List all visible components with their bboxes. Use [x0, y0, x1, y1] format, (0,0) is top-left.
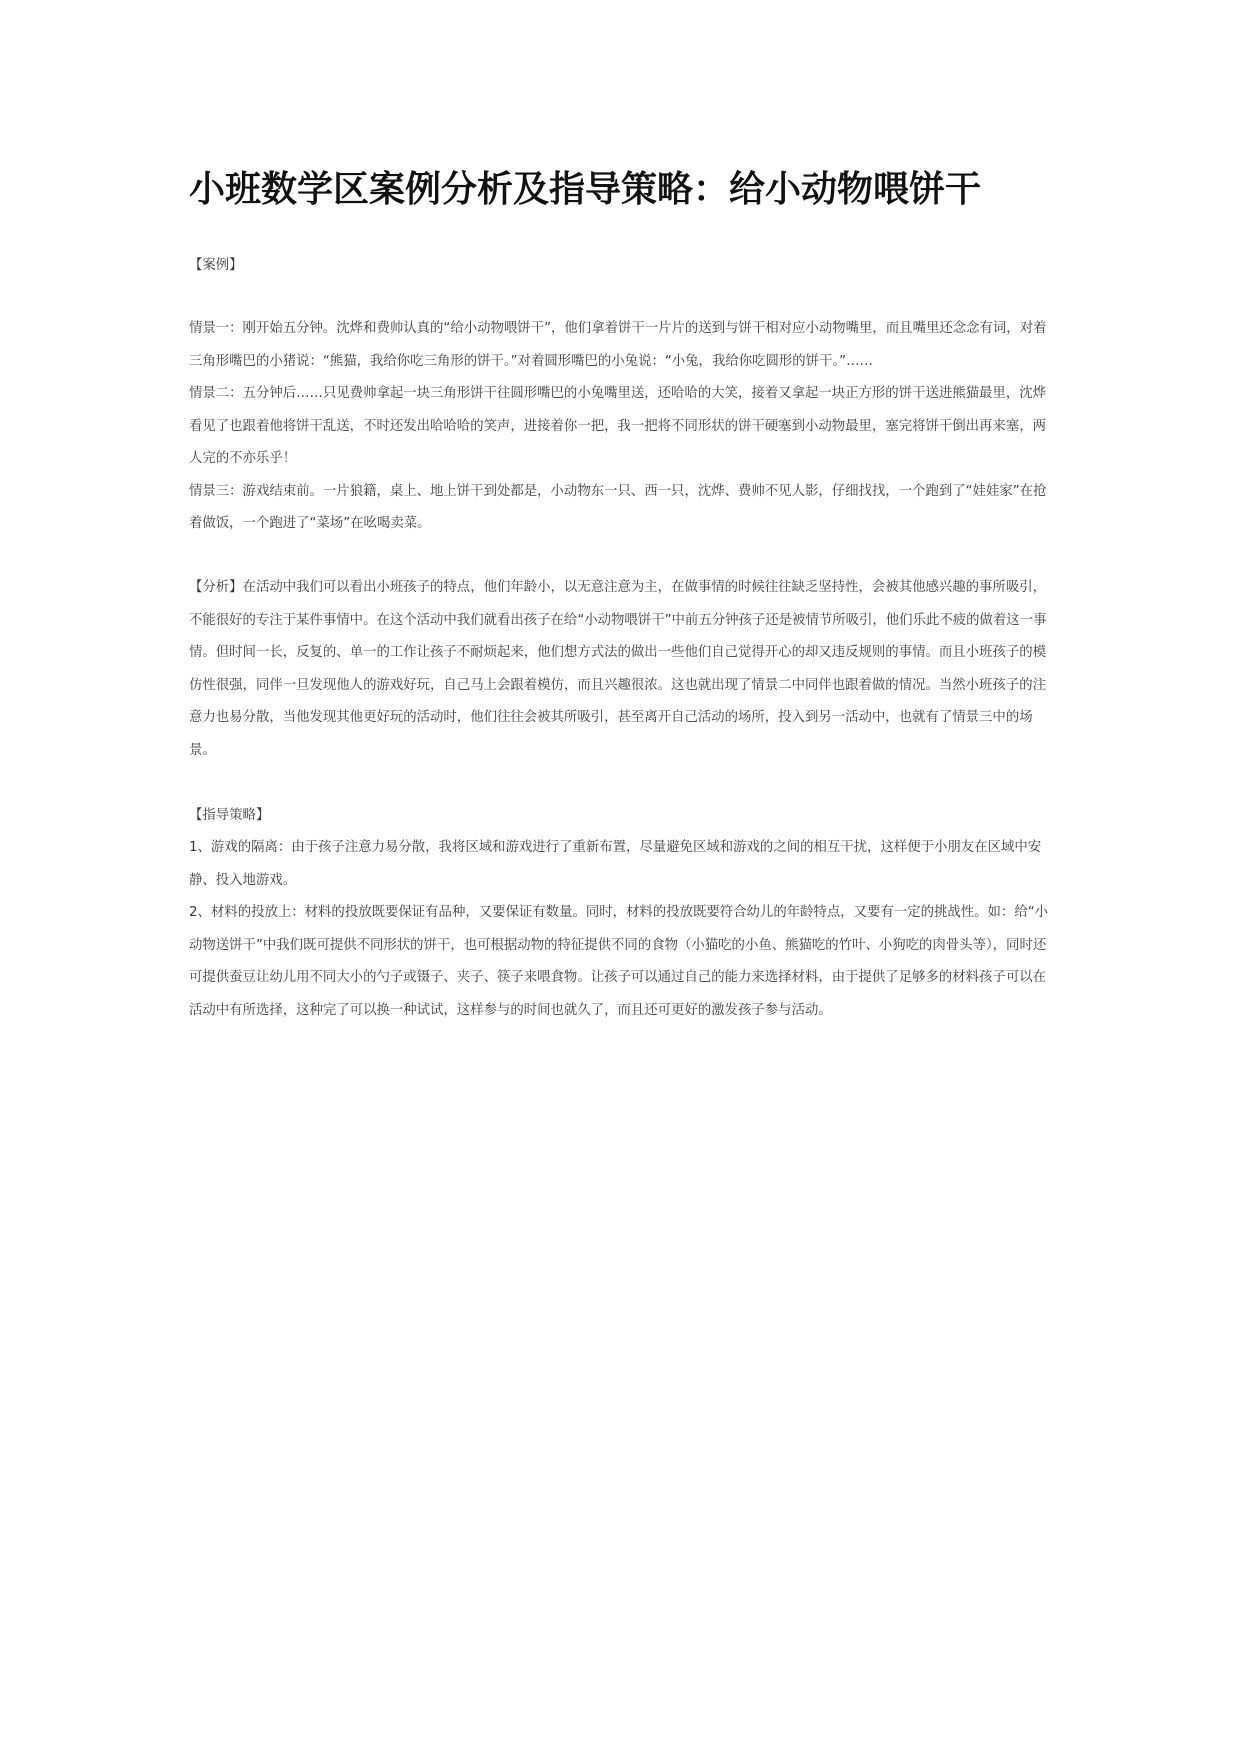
- case-scene-3: 情景三：游戏结束前。一片狼籍，桌上、地上饼干到处都是，小动物东一只、西一只，沈烨、费帅不见人影，仔细找找，一个跑到了“娃娃家”在抢着做饭，一个跑进了“菜场”在吆喝卖菜。: [189, 483, 1047, 531]
- analysis-section: [189, 572, 1057, 767]
- case-scene-1: 情景一：刚开始五分钟。沈烨和费帅认真的“给小动物喂饼干”，他们拿着饼干一片片的送到与饼干相对应小动物嘴里，而且嘴里还念念有词，对着三角形嘴巴的小猪说：“熊猫，我给你吃三角形的饼干。”对着圆形嘴巴的小兔说：“小兔，我给你吃圆形的饼干。”……: [189, 321, 1047, 369]
- strategy-heading: 【指导策略】: [189, 808, 270, 823]
- document-title: 小班数学区案例分析及指导策略：给小动物喂饼干: [189, 168, 982, 210]
- strategy-section: [189, 832, 1057, 1027]
- case-section: [189, 313, 1057, 541]
- case-heading: 【案例】: [189, 258, 243, 273]
- analysis-paragraph: 【分析】在活动中我们可以看出小班孩子的特点，他们年龄小，以无意注意为主，在做事情的时候往往缺乏坚持性，会被其他感兴趣的事所吸引，不能很好的专注于某件事情中。在这个活动中我们就看出孩子在给“小动物喂饼干”中前五分钟孩子还是被情节所吸引，他们乐此不疲的做着这一事情。但时间一长，反复的、单一的工作让孩子不耐烦起来，他们想方式法的做出一些他们自己觉得开心的却又违反规则的事情。而且小班孩子的模仿性很强，同伴一旦发现他人的游戏好玩，自己马上会跟着模仿，而且兴趣很浓。这也就出现了情景二中同伴也跟着做的情况。当然小班孩子的注意力也易分散，当他发现其他更好玩的活动时，他们往往会被其所吸引，甚至离开自己活动的场所，投入到另一活动中，也就有了情景三中的场景。: [189, 580, 1047, 758]
- strategy-item-1: 1、游戏的隔离：由于孩子注意力易分散，我将区域和游戏进行了重新布置，尽量避免区域和游戏的之间的相互干扰，这样便于小朋友在区域中安静、投入地游戏。: [189, 840, 1042, 888]
- strategy-item-2: 2、材料的投放上：材料的投放既要保证有品种，又要保证有数量。同时，材料的投放既要符合幼儿的年龄特点，又要有一定的挑战性。如：给“小动物送饼干”中我们既可提供不同形状的饼干，也可根据动物的特征提供不同的食物（小猫吃的小鱼、熊猫吃的竹叶、小狗吃的肉骨头等），同时还可提供蚕豆让幼儿用不同大小的勺子或镊子、夹子、筷子来喂食物。让孩子可以通过自己的能力来选择材料，由于提供了足够多的材料孩子可以在活动中有所选择，这种完了可以换一种试试，这样参与的时间也就久了，而且还可更好的激发孩子参与活动。: [189, 905, 1049, 1018]
- case-scene-2: 情景二：五分钟后……只见费帅拿起一块三角形饼干往圆形嘴巴的小兔嘴里送，还哈哈的大笑，接着又拿起一块正方形的饼干送进熊猫最里，沈烨看见了也跟着他将饼干乱送，不时还发出哈哈哈的笑声，进接着你一把，我一把将不同形状的饼干硬塞到小动物最里，塞完将饼干倒出再来塞，两人完的不亦乐乎！: [189, 386, 1046, 466]
